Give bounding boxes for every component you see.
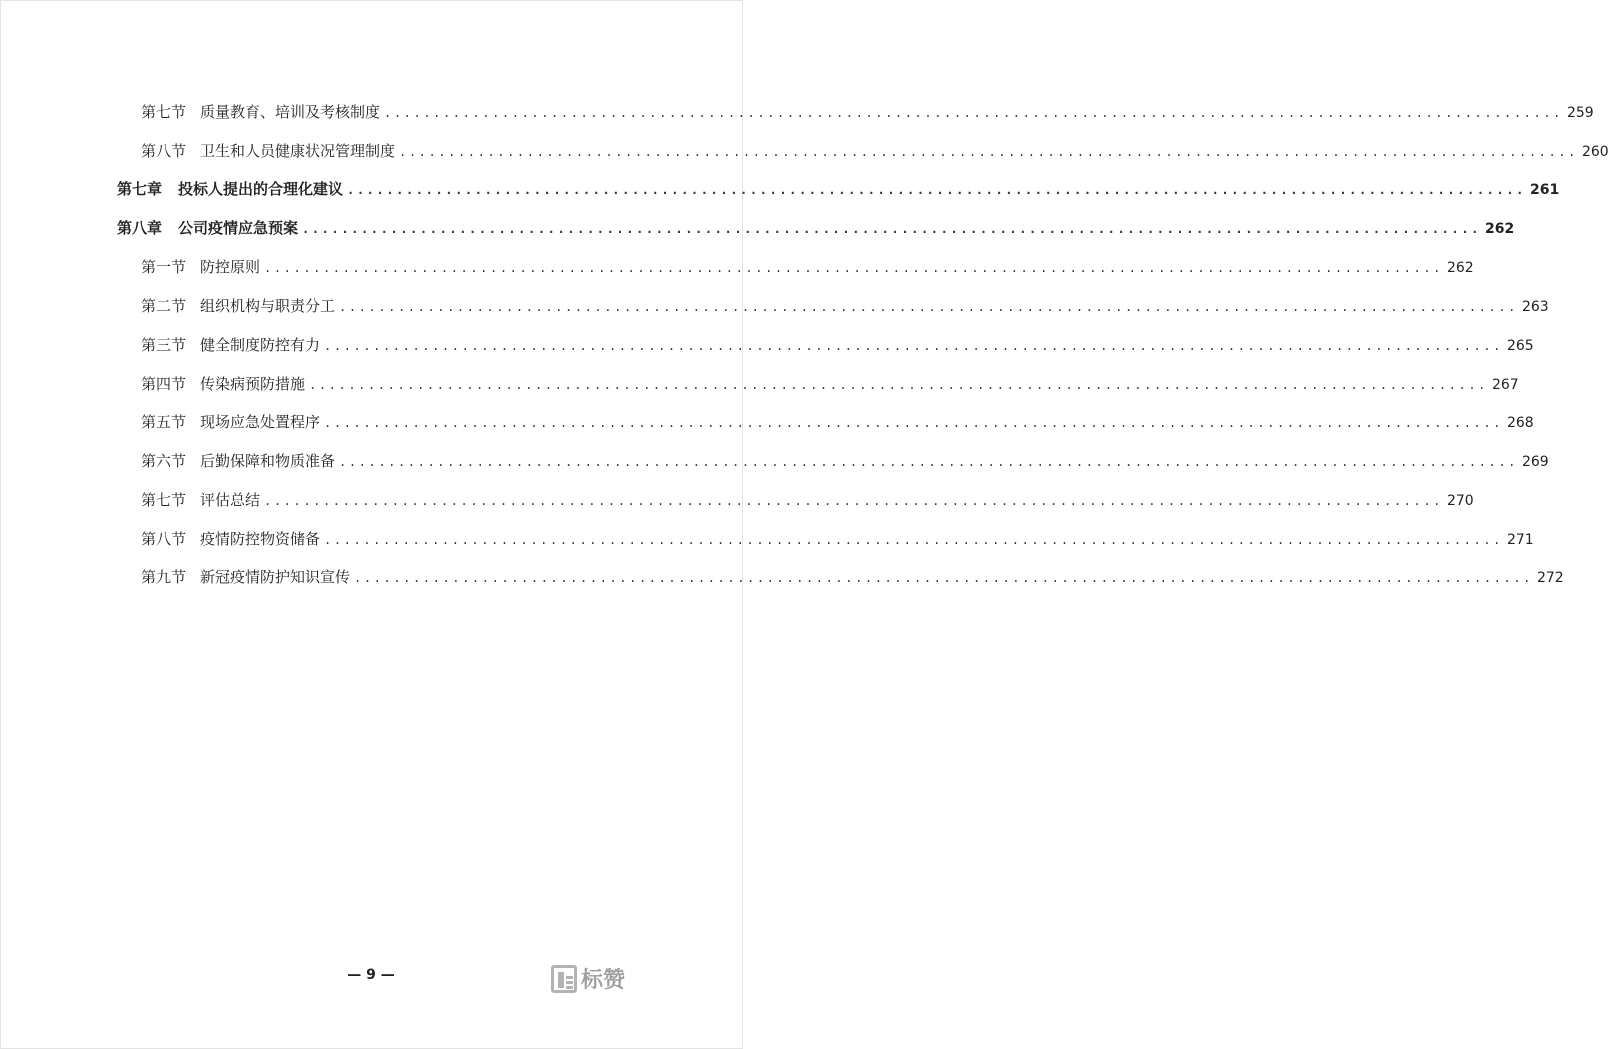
toc-entry-title: 公司疫情应急预案	[178, 219, 299, 237]
toc-chapter-entry[interactable]	[117, 176, 1560, 202]
toc-entry-title: 评估总结	[200, 491, 261, 509]
toc-entry-number: 第七章	[117, 180, 163, 198]
toc-entry-number: 第九节	[141, 568, 187, 586]
toc-section-entry[interactable]	[141, 526, 1534, 552]
page-number: — 9 —	[347, 967, 395, 983]
toc-entry-number: 第二节	[141, 297, 187, 315]
dot-leader: ........................................................................................................................	[384, 106, 1563, 120]
toc-chapter-entry[interactable]	[117, 215, 1515, 241]
toc-entry-title: 后勤保障和物质准备	[200, 452, 336, 470]
toc-entry-page: 259	[1566, 105, 1594, 121]
toc-entry-number: 第四节	[141, 375, 187, 393]
logo-text: 标赞	[581, 968, 626, 993]
toc-section-entry[interactable]	[141, 564, 1564, 590]
toc-entry-title: 防控原则	[200, 258, 261, 276]
dot-leader: ........................................................................................................................	[324, 533, 1503, 547]
toc-entry-number: 第八节	[141, 530, 187, 548]
toc-entry-page: 272	[1536, 570, 1564, 586]
dot-leader: ........................................................................................................................	[309, 378, 1488, 392]
toc-entry-title: 现场应急处置程序	[200, 413, 321, 431]
toc-entry-page: 263	[1521, 299, 1549, 315]
toc-entry-title: 新冠疫情防护知识宣传	[200, 568, 351, 586]
toc-entry-title: 卫生和人员健康状况管理制度	[200, 142, 396, 160]
toc-entry-page: 271	[1506, 532, 1534, 548]
toc-section-entry[interactable]	[141, 254, 1474, 280]
toc-entry-number: 第六节	[141, 452, 187, 470]
logo-icon	[551, 965, 577, 993]
toc-section-entry[interactable]	[141, 448, 1549, 474]
dot-leader: ........................................................................................................................	[324, 416, 1503, 430]
toc-entry-page: 270	[1446, 493, 1474, 509]
toc-section-entry[interactable]	[141, 99, 1594, 125]
toc-entry-number: 第三节	[141, 336, 187, 354]
toc-entry-number: 第七节	[141, 491, 187, 509]
dot-leader: ........................................................................................................................	[302, 222, 1481, 236]
toc-section-entry[interactable]	[141, 487, 1474, 513]
watermark-logo	[551, 963, 625, 994]
dot-leader: ........................................................................................................................	[264, 261, 1443, 275]
toc-section-entry[interactable]	[141, 138, 1609, 164]
toc-entry-number: 第八节	[141, 142, 187, 160]
dot-leader: ........................................................................................................................	[399, 145, 1578, 159]
dot-leader: ........................................................................................................................	[339, 455, 1518, 469]
toc-entry-page: 268	[1506, 415, 1534, 431]
toc-entry-page: 262	[1446, 260, 1474, 276]
toc-entry-title: 质量教育、培训及考核制度	[200, 103, 381, 121]
toc-entry-page: 261	[1529, 182, 1560, 198]
dot-leader: ........................................................................................................................	[324, 339, 1503, 353]
toc-entry-title: 健全制度防控有力	[200, 336, 321, 354]
toc-entry-title: 疫情防控物资储备	[200, 530, 321, 548]
toc-entry-page: 260	[1581, 144, 1609, 160]
toc-entry-number: 第七节	[141, 103, 187, 121]
toc-entry-title: 组织机构与职责分工	[200, 297, 336, 315]
toc-entry-title: 投标人提出的合理化建议	[178, 180, 344, 198]
toc-entry-number: 第八章	[117, 219, 163, 237]
dot-leader: ........................................................................................................................	[339, 300, 1518, 314]
toc-entry-page: 262	[1484, 221, 1515, 237]
toc-section-entry[interactable]	[141, 409, 1534, 435]
toc-entry-page: 267	[1491, 377, 1519, 393]
toc-section-entry[interactable]	[141, 371, 1519, 397]
toc-section-entry[interactable]	[141, 293, 1549, 319]
toc-entry-page: 269	[1521, 454, 1549, 470]
toc-entry-page: 265	[1506, 338, 1534, 354]
dot-leader: ........................................................................................................................	[264, 494, 1443, 508]
dot-leader: ........................................................................................................................	[347, 183, 1526, 197]
toc-section-entry[interactable]	[141, 332, 1534, 358]
toc-entry-title: 传染病预防措施	[200, 375, 306, 393]
dot-leader: ........................................................................................................................	[354, 571, 1533, 585]
toc-entry-number: 第一节	[141, 258, 187, 276]
toc-entry-number: 第五节	[141, 413, 187, 431]
